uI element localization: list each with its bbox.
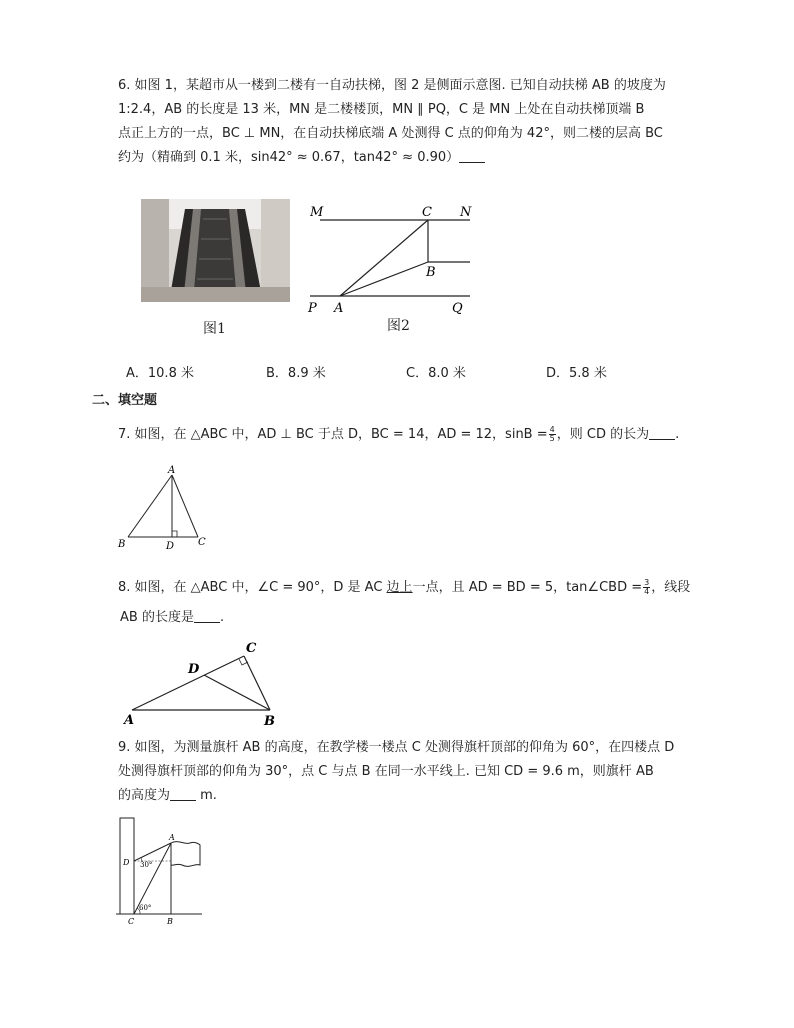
q6-line4: 约为（精确到 0.1 米，sin42° ≈ 0.67，tan42° ≈ 0.90） <box>118 146 708 170</box>
q6-line1: 6. 如图 1，某超市从一楼到二楼有一自动扶梯，图 2 是侧面示意图. 已知自动扶梯 AB 的坡度为 <box>118 78 666 93</box>
answer-blank <box>459 148 485 163</box>
q8-line2: AB 的长度是 . <box>120 610 225 625</box>
question-7: 7. 如图，在 △ABC 中，AD ⊥ BC 于点 D，BC = 14，AD = 12，sinB = $\frac{4}{5}$ ，则 CD 的长为 . <box>118 425 680 443</box>
label-c: C <box>422 205 432 220</box>
label-b: B <box>167 917 173 926</box>
choice-c[interactable]: C．8.0 米 <box>406 366 466 381</box>
choice-b[interactable]: B．8.9 米 <box>266 366 326 381</box>
question-9 <box>118 736 708 808</box>
label-a: A <box>334 301 344 316</box>
fig1-caption: 图1 <box>203 321 226 337</box>
label-c: C <box>198 537 206 548</box>
q9-diagram <box>116 815 216 930</box>
fig2-caption: 图2 <box>387 318 410 334</box>
choice-d[interactable]: D．5.8 米 <box>546 366 607 381</box>
label-c: C <box>246 641 257 656</box>
segment-ac <box>340 220 428 296</box>
answer-blank <box>649 425 675 440</box>
q9-line3: 的高度为 m. <box>118 788 217 803</box>
label-q: Q <box>452 301 463 316</box>
q9-line1: 9. 如图，为测量旗杆 AB 的高度，在教学楼一楼点 C 处测得旗杆顶部的仰角为 60°，在四楼点 D <box>118 740 675 755</box>
label-angle60: 60° <box>139 904 152 912</box>
fig2-diagram <box>300 200 480 316</box>
choice-a[interactable]: A．10.8 米 <box>126 366 194 381</box>
frac-4-5: $\frac{4}{5}$ <box>549 425 555 443</box>
q8-diagram <box>120 638 290 728</box>
q9-line2: 处测得旗杆顶部的仰角为 30°，点 C 与点 B 在同一水平线上. 已知 CD = 9.6 m，则旗杆 AB <box>118 764 654 779</box>
section-title: 二、填空题 <box>92 393 158 408</box>
label-n: N <box>460 205 472 220</box>
label-a: A <box>124 713 135 728</box>
label-m: M <box>310 205 324 220</box>
label-b: B <box>118 539 126 550</box>
label-d: D <box>188 662 200 677</box>
q6-line2: 1:2.4，AB 的长度是 13 米，MN 是二楼楼顶，MN ∥ PQ，C 是 MN 上处在自动扶梯顶端 B <box>118 102 645 117</box>
q7-diagram <box>116 465 216 555</box>
label-a: A <box>169 833 175 842</box>
q8-line1: 8. 如图，在 △ABC 中，∠C = 90°，D 是 AC 边上一点，且 AD = BD = 5，tan∠CBD = $\frac{3}{4}$ ，线段 <box>118 578 691 596</box>
label-b: B <box>426 265 436 280</box>
segment-ab <box>340 262 428 296</box>
label-d: D <box>123 858 130 867</box>
frac-3-4: $\frac{3}{4}$ <box>644 578 650 596</box>
label-angle30: 30° <box>140 861 153 869</box>
label-a: A <box>168 465 176 476</box>
question-6 <box>118 74 708 170</box>
label-p: P <box>308 301 317 316</box>
label-b: B <box>264 714 275 729</box>
answer-blank <box>194 608 220 623</box>
q6-line3: 点正上方的一点，BC ⊥ MN，在自动扶梯底端 A 处测得 C 点的仰角为 42°，则二楼的层高 BC <box>118 126 663 141</box>
escalator-photo <box>141 199 290 302</box>
label-d: D <box>166 541 175 552</box>
answer-blank <box>170 786 196 801</box>
label-c: C <box>128 917 135 926</box>
question-8 <box>118 573 708 633</box>
